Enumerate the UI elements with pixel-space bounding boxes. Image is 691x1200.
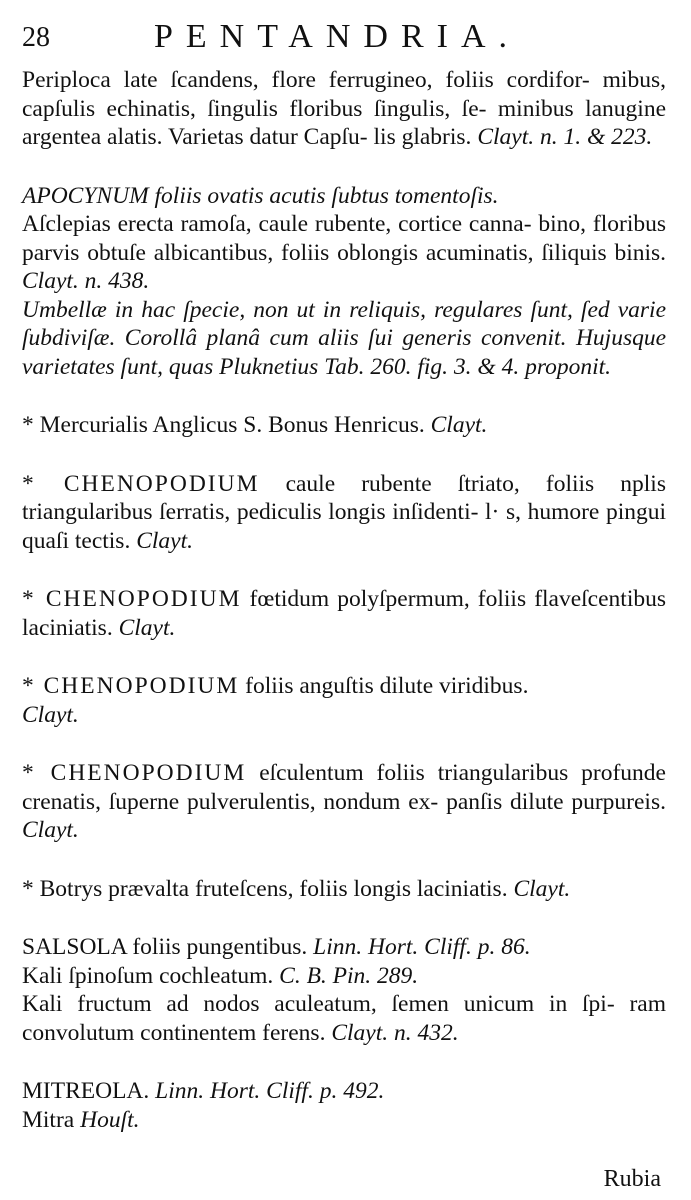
entry-botrys (22, 875, 666, 904)
citation: Clayt. (430, 412, 488, 438)
entry-apocynum (22, 182, 666, 382)
text-line: eſculentum foliis triangularibus (246, 760, 569, 786)
note-line: varie ſubdiviſæ. Corollâ planâ cum aliis ſui generis convenit. (22, 296, 667, 351)
citation: Houſt. (80, 1106, 140, 1133)
text-line: bino, floribus parvis obtuſe albicantibus, foliis oblongis (22, 211, 666, 266)
entry-mitreola (22, 1077, 666, 1134)
citation: Clayt. (22, 701, 79, 728)
genus-name: * CHENOPODIUM (22, 470, 260, 497)
citation: Clayt. (118, 614, 176, 641)
genus-name: * CHENOPODIUM (22, 760, 247, 786)
text-line: foliis anguſtis dilute viridibus. (239, 673, 529, 699)
text-line: fœtidum polyſpermum, foliis (241, 586, 527, 612)
note-line: & 4. proponit. (477, 353, 612, 380)
citation: Clayt. (22, 817, 79, 843)
text-line: * Botrys prævalta fruteſcens, foliis longis laciniatis. (22, 875, 514, 902)
text-line: Mitra (22, 1106, 81, 1133)
genus-name: * CHENOPODIUM (22, 673, 240, 699)
text-line: Kali ſpinoſum cochleatum. (22, 962, 280, 989)
citation: C. B. Pin. 289. (279, 962, 419, 989)
text-line: ram convolutum continentem ferens. (22, 991, 666, 1046)
text-line: l· s, humore pingui quaſi tectis. (22, 499, 667, 554)
entry-chenopodium-4 (22, 759, 666, 845)
text-line: minibus lanugine argentea alatis. Varietas datur Capſu- (22, 95, 666, 150)
citation: Clayt. n. 432. (331, 1019, 459, 1046)
page-number: 28 (22, 22, 50, 53)
entry-chenopodium-2 (22, 585, 666, 642)
text-line: Periploca late ſcandens, flore ferrugineo, foliis cordifor- (22, 67, 590, 93)
text-line: panſis dilute purpureis. (446, 788, 666, 815)
entry-chenopodium-1 (22, 470, 666, 556)
note-line: Umbellæ in hac ſpecie, non ut in reliquis, regulares ſunt, ſed (22, 296, 610, 323)
text-line: acuminatis, ſiliquis binis. (425, 239, 667, 266)
text-line: MITREOLA. (22, 1078, 156, 1104)
citation: Linn. Hort. Cliff. p. 492. (155, 1078, 385, 1104)
entry-heading: APOCYNUM foliis ovatis acutis ſubtus tomentoſis. (22, 182, 499, 209)
text-line: caule rubente ſtriato, foliis (259, 470, 595, 497)
text-line: flaveſcentibus laciniatis. (22, 586, 666, 641)
page-header (22, 18, 662, 58)
text-line: profunde crenatis, ſuperne pulverulentis, nondum ex- (22, 760, 666, 815)
text-line: * Mercurialis Anglicus S. Bonus Henricus. (22, 412, 431, 438)
text-line: Aſclepias erecta ramoſa, caule rubente, cortice canna- (22, 211, 532, 237)
genus-name: * CHENOPODIUM (22, 586, 242, 612)
citation: Clayt. n. 438. (22, 268, 150, 294)
text-line: lis glabris. (373, 124, 478, 150)
citation: Clayt. (513, 875, 571, 902)
page-body (22, 66, 666, 1134)
text-line: mibus, capſulis echinatis, ſingulis floribus ſingulis, ſe- (22, 67, 666, 122)
citation: Linn. Hort. Cliff. p. 86. (313, 934, 531, 960)
entry-chenopodium-3 (22, 672, 666, 729)
entry-mercurialis (22, 411, 666, 440)
catchword: Rubia (603, 1166, 661, 1192)
citation: Clayt. (136, 527, 194, 554)
text-line: nplis triangularibus ſerratis, pediculis longis inſidenti- (22, 470, 666, 525)
citation: Clayt. n. 1. & 223. (477, 124, 653, 150)
note-line: Hujusque varietates ſunt, quas Pluknetius Tab. 260. fig. 3. (22, 325, 667, 380)
entry-salsola (22, 933, 666, 1047)
text-line: SALSOLA foliis pungentibus. (22, 934, 314, 960)
entry-periploca (22, 66, 666, 152)
text-line: Kali fructum ad nodos aculeatum, ſemen unicum in ſpi- (22, 991, 615, 1017)
running-title: PENTANDRIA. (154, 18, 520, 55)
